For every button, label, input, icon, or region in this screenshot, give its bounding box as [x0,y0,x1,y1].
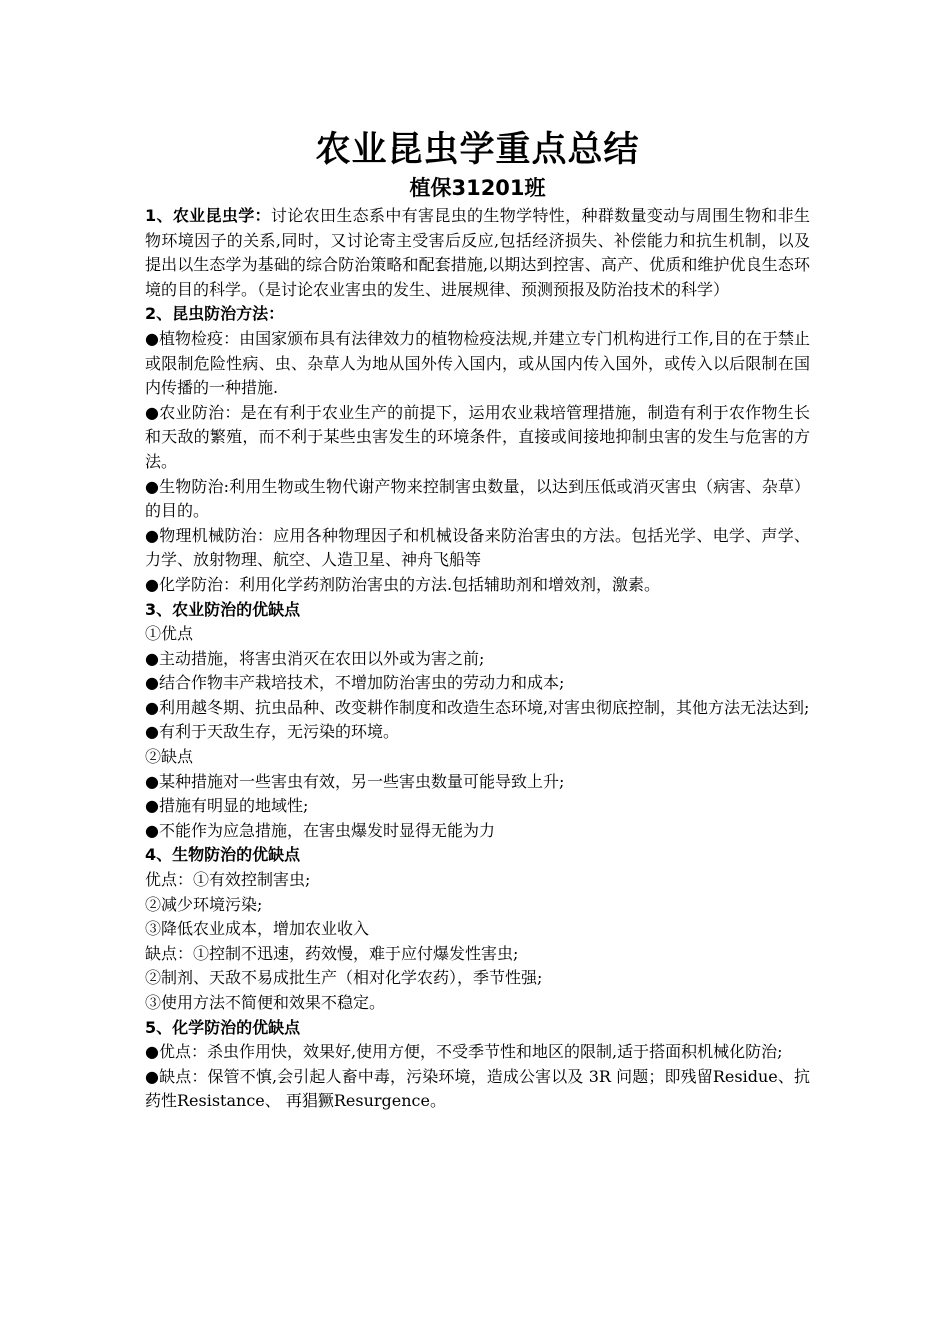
paragraph [145,696,810,721]
paragraph [145,1040,810,1065]
paragraph [145,204,810,302]
document-body [145,204,810,1114]
paragraph-text: ●物理机械防治：应用各种物理因子和机械设备来防治害虫的方法。包括光学、电学、声学、力学、放射物理、航空、人造卫星、神舟飞船等 [145,525,810,570]
page-subtitle: 植保31201班 [409,176,546,200]
paragraph-text: ●主动措施，将害虫消灭在农田以外或为害之前; [145,648,485,668]
paragraph-text: ①优点 [145,624,194,644]
paragraph-text: ③使用方法不简便和效果不稳定。 [145,993,386,1012]
paragraph-text: ●农业防治：是在有利于农业生产的前提下，运用农业栽培管理措施，制造有利于农作物生长和天敌的繁殖，而不利于某些虫害发生的环境条件，直接或间接地抑制虫害的发生与危害的方法。 [145,402,810,471]
paragraph [145,622,810,647]
section-heading: 3、农业防治的优缺点 [145,599,301,619]
paragraph-text: ②制剂、天敌不易成批生产（相对化学农药），季节性强; [145,968,543,988]
paragraph [145,893,810,918]
paragraph [145,475,810,524]
paragraph-text: ●化学防治：利用化学药剂防治害虫的方法.包括辅助剂和增效剂，激素。 [145,574,661,594]
paragraph-text: 讨论农田生态系中有害昆虫的生物学特性，种群数量变动与周围生物和非生物环境因子的关系,同时，又讨论寄主受害后反应,包括经济损失、补偿能力和抗生机制，以及提出以生态学为基础的综合防治策略和配套措施,以期达到控害、高产、优质和维护优良生态环境的目的科学。（是讨论农业害虫的发生、进展规律、预测预报及防治技术的科学） [145,206,810,299]
paragraph [145,819,810,844]
paragraph [145,720,810,745]
paragraph-text: ●措施有明显的地域性; [145,796,309,816]
paragraph [145,671,810,696]
paragraph [145,745,810,770]
paragraph [145,868,810,893]
paragraph [145,401,810,475]
section-heading: 5、化学防治的优缺点 [145,1017,301,1037]
paragraph-text: ●植物检疫：由国家颁布具有法律效力的植物检疫法规,并建立专门机构进行工作,目的在于禁止或限制危险性病、虫、杂草人为地从国外传入国内，或从国内传入国外，或传入以后限制在国内传播的一种措施. [145,328,810,398]
paragraph [145,1065,810,1114]
paragraph [145,327,810,401]
paragraph-text: ②减少环境污染; [145,894,263,914]
paragraph [145,573,810,598]
paragraph [145,647,810,672]
paragraph [145,966,810,991]
term-label: 1、农业昆虫学： [145,206,271,225]
paragraph-text: ②缺点 [145,747,194,767]
paragraph-text: 优点：①有效控制害虫; [145,870,311,890]
paragraph-text: ③降低农业成本，增加农业收入 [145,919,370,939]
paragraph-text: ●某种措施对一些害虫有效，另一些害虫数量可能导致上升; [145,771,565,791]
paragraph-text: ●优点：杀虫作用快，效果好,使用方便，不受季节性和地区的限制,适于搭面积机械化防治; [145,1042,783,1062]
paragraph-text: ●缺点：保管不慎,会引起人畜中毒，污染环境，造成公害以及 3R 问题；即残留Residue、抗药性Resistance、 再猖獗Resurgence。 [145,1066,810,1111]
paragraph [145,942,810,967]
paragraph-text: ●不能作为应急措施，在害虫爆发时显得无能为力 [145,820,495,840]
section-heading: 4、生物防治的优缺点 [145,845,301,865]
paragraph [145,991,810,1016]
paragraph [145,917,810,942]
paragraph [145,794,810,819]
paragraph-text: ●有利于天敌生存，无污染的环境。 [145,722,399,742]
paragraph-text: ●利用越冬期、抗虫品种、改变耕作制度和改造生态环境,对害虫彻底控制，其他方法无法达到; [145,697,810,717]
paragraph-text: ●生物防治:利用生物或生物代谢产物来控制害虫数量，以达到压低或消灭害虫（病害、杂草）的目的。 [145,476,810,521]
paragraph [145,770,810,795]
paragraph [145,524,810,573]
section-heading: 2、昆虫防治方法： [145,304,285,324]
page-title: 农业昆虫学重点总结 [315,130,640,170]
paragraph-text: 缺点：①控制不迅速，药效慢，难于应付爆发性害虫; [145,943,519,963]
paragraph-text: ●结合作物丰产栽培技术，不增加防治害虫的劳动力和成本; [145,673,565,693]
